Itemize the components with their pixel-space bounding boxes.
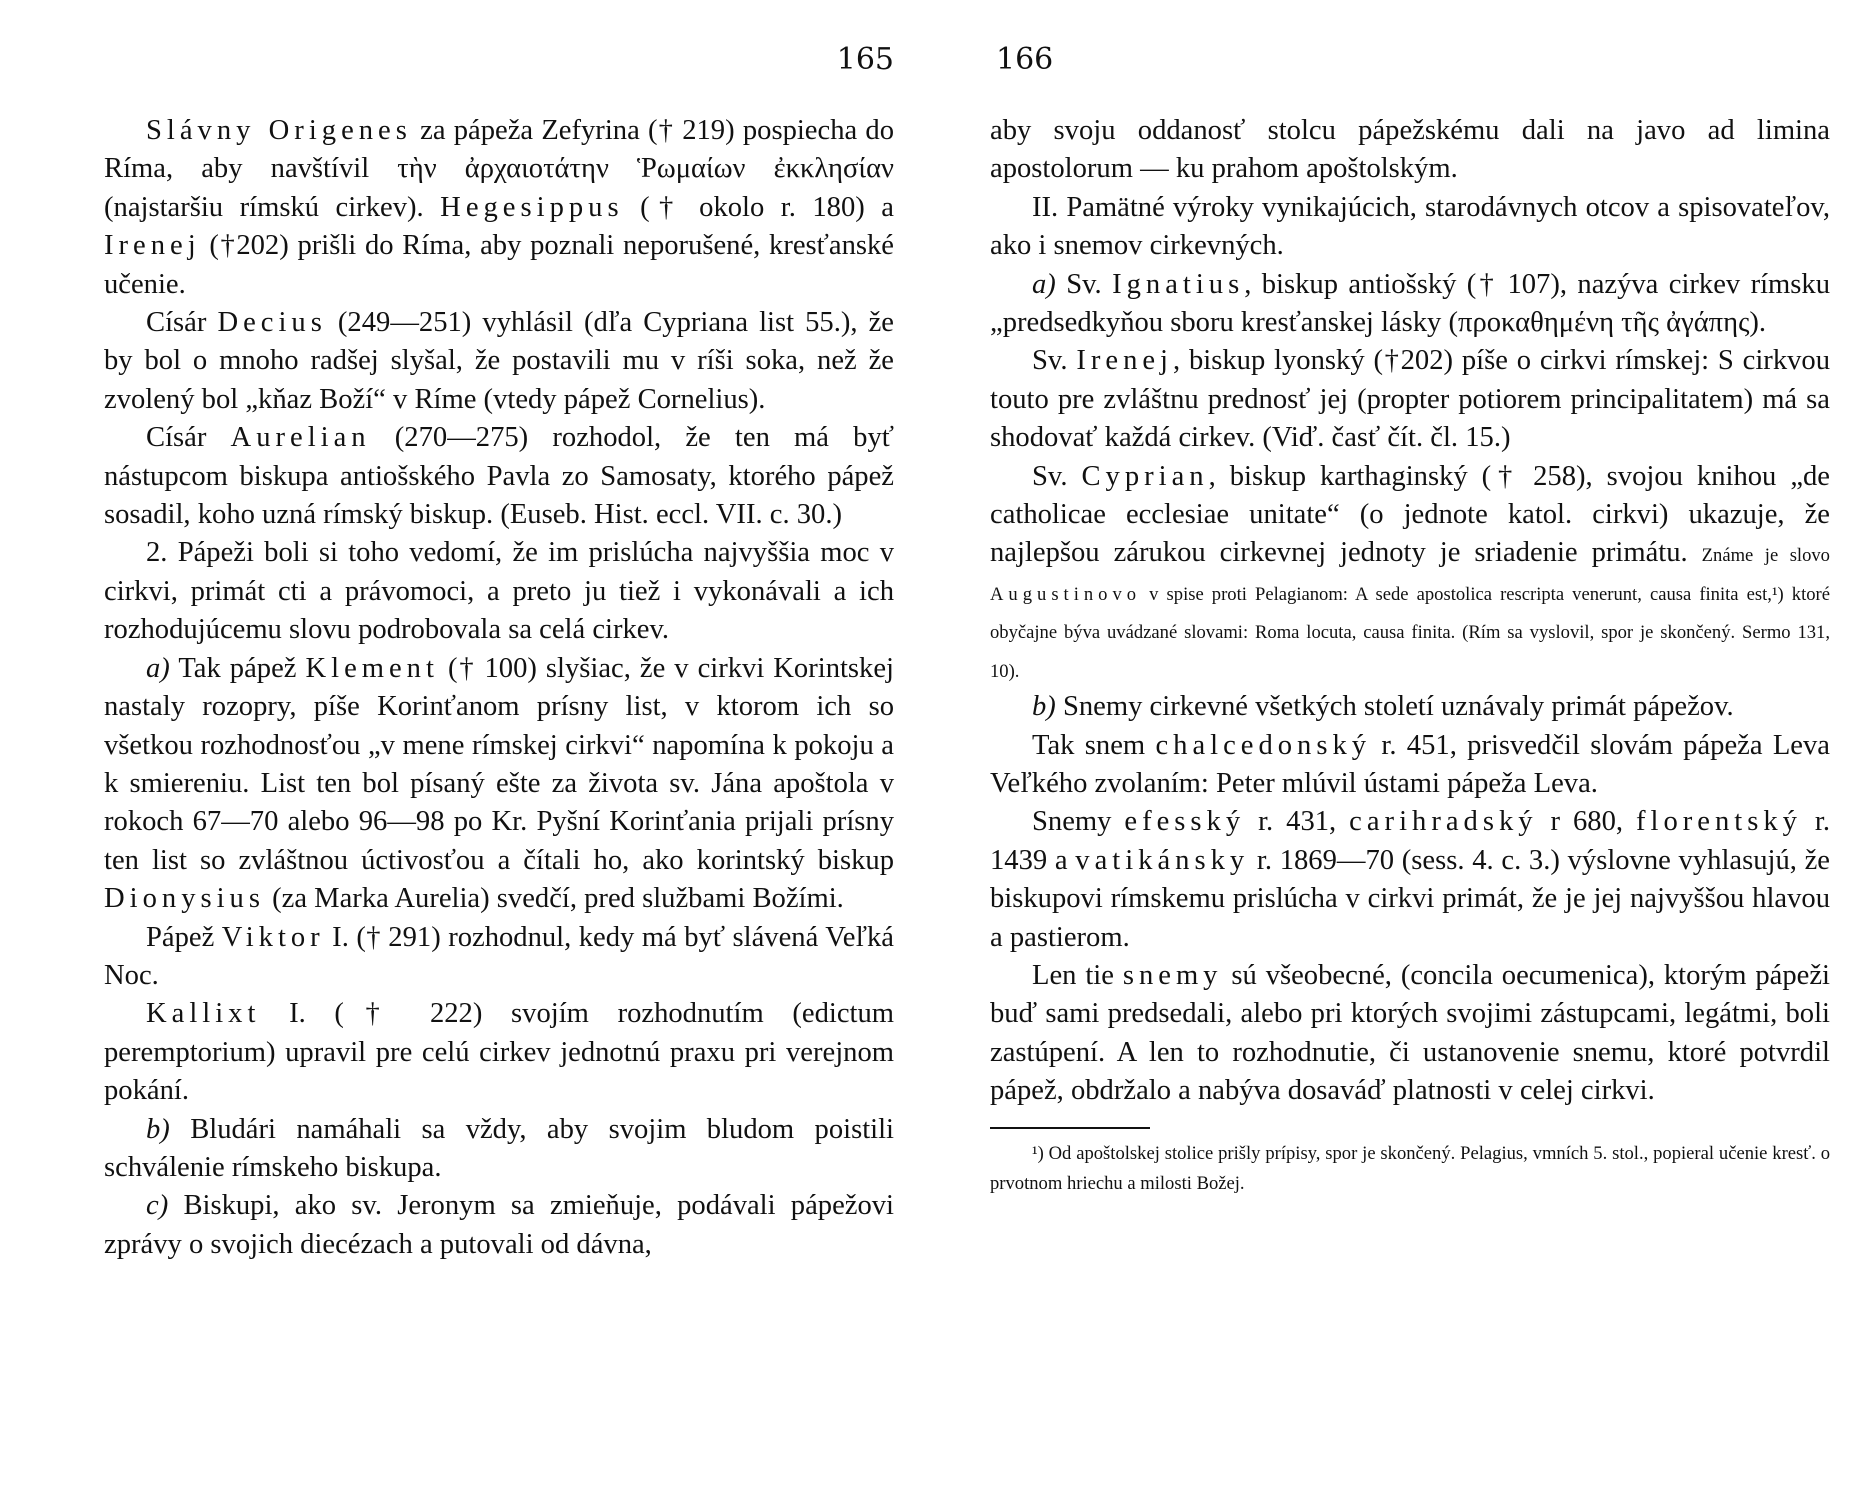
paragraph <box>104 419 894 534</box>
paragraph <box>990 266 1830 343</box>
right-page-text <box>990 112 1830 1199</box>
text-run: Sv. <box>1055 268 1113 300</box>
paragraph <box>990 803 1830 957</box>
text-run: sú všeobecné, (concila oecumenica), ktorým pápeži buď sami predsedali, alebo pri ktorých svojimi zástupcami, legátmi, boli zastúpení. A len to rozhodnutie, či ustanovenie snemu, ktoré potvrdil pápež, obdržalo a nabýva dosaváď platnosti v celej cirkvi. <box>990 959 1830 1107</box>
spaced-name: Dionysius <box>104 883 265 915</box>
footnote-divider <box>990 1127 1150 1129</box>
paragraph <box>104 1111 894 1188</box>
spaced-name: chalcedonský <box>1155 729 1372 761</box>
spaced-name: Viktor <box>221 921 325 953</box>
item-marker: b) <box>1032 691 1056 723</box>
item-marker: a) <box>1032 268 1056 300</box>
text-run: († okolo r. 180) a <box>623 191 894 223</box>
text-run: (249—251) vyhlásil (dľa Cypriana list 55.), že by bol o mnoho radšej slyšal, že postavili mu v ríši soka, než že zvolený bol „kňaz Boží“ v Ríme (vtedy pápež Cornelius). <box>104 307 894 415</box>
spaced-name: snemy <box>1122 959 1223 991</box>
text-run: I. († 222) svojím rozhodnutím (edictum peremptorium) upravil pre celú cirkev jednotnú praxu pri verejnom pokání. <box>104 998 894 1107</box>
paragraph <box>990 458 1830 688</box>
item-marker: a) <box>146 652 170 684</box>
text-run: Tak pápež <box>169 652 306 684</box>
text-run: Císár <box>146 422 231 454</box>
paragraph <box>104 1187 894 1264</box>
text-run: r. 1439 a <box>990 806 1831 876</box>
text-run: († 100) slyšiac, že v cirkvi Korintskej nastaly rozopry, píše Korinťanom prísny list, v ktorom ich so všetkou rozhodnosťou „v mene rímskej cirkvi“ napomína k pokoju a k smiereniu. List ten bol písaný ešte za života sv. Jána apoštola v rokoch 67—70 alebo 96—98 po Kr. Pyšní Korinťania prijali prísny ten list so zvláštnou úctivosťou a čítali ho, ako korintský biskup <box>104 652 894 876</box>
spaced-name: Klement <box>305 652 439 684</box>
text-run: r. 1869—70 (sess. 4. c. 3.) výslovne vyhlasujú, že biskupovi rímskemu prislúcha v cirkvi primát, že je jej najvyššou hlavou a pastierom. <box>990 844 1830 953</box>
paragraph <box>104 995 894 1110</box>
spaced-name: florentský <box>1636 806 1802 838</box>
spaced-name: Cyprian <box>1081 460 1209 492</box>
paragraph <box>990 189 1830 266</box>
footnote-text: ¹) Od apoštolskej stolice prišly prípisy, spor je skončený. Pelagius, vmních 5. stol., popieral učenie kresť. o prvotnom hriechu a milosti Božej. <box>990 1142 1830 1194</box>
text-run: r. 431, <box>1245 806 1350 838</box>
text-run: r. 451, prisvedčil slovám pápeža Leva Veľkého zvolaním: Peter mlúvil ústami pápeža Leva. <box>990 729 1830 799</box>
text-run: Snemy cirkevné všetkých století uznávaly primát pápežov. <box>1055 691 1734 723</box>
text-run: Snemy <box>1032 806 1125 838</box>
spaced-name: Kallixt <box>146 998 261 1030</box>
text-run: Tak snem <box>1032 729 1156 761</box>
paragraph <box>990 112 1830 189</box>
text-run: , biskup karthaginský († 258), svojou knihou „de catholicae ecclesiae unitate“ (o jednote katol. cirkvi) ukazuje, že najlepšou zárukou cirkevnej jednoty je sriadenie primátu. <box>990 460 1831 569</box>
text-run: Biskupi, ako sv. Jeronym sa zmieňuje, podávali pápežovi zprávy o svojich diecézach a putovali od dávna, <box>104 1190 894 1260</box>
text-run: za pápeža Zefyrina († 219) pospiecha do Ríma, aby navštívil <box>104 115 895 185</box>
paragraph <box>104 112 894 304</box>
text-run: , biskup antiošský († 107), nazýva cirkev rímsku „predsedkyňou sboru kresťanskej lásky (προκαθημένη τῆς ἀγάπης). <box>990 268 1830 339</box>
text-run: aby svoju oddanosť stolcu pápežskému dali na javo ad limina apostolorum — ku prahom apoštolským. <box>990 115 1830 185</box>
spaced-name: efesský <box>1124 806 1246 838</box>
text-run: r 680, <box>1537 806 1636 838</box>
text-run: τὴν ἀρχαιοτάτην Ῥωμαίων ἐκκλησίαν <box>397 153 894 185</box>
text-run: (270—275) rozhodol, že ten má byť nástupcom biskupa antiošského Pavla zo Samosaty, ktorého pápež sosadil, koho uzná rímský biskup. (Euseb. Hist. eccl. VII. c. 30.) <box>104 422 894 531</box>
text-run: 2. Pápeži boli si toho vedomí, že im prislúcha najvyššia moc v cirkvi, primát cti a právomoci, a preto ju tiež i vykonávali a ich rozhodujúcemu slovu podrobovala sa celá cirkev. <box>104 537 894 646</box>
text-run: Bludári namáhali sa vždy, aby svojim bludom poistili schválenie rímskeho biskupa. <box>104 1113 894 1183</box>
spaced-name: Irenej <box>104 230 201 262</box>
paragraph <box>990 688 1830 726</box>
page-number-right: 166 <box>996 42 1054 77</box>
text-run: Známe je slovo <box>1701 545 1830 567</box>
spaced-name: Slávny Origenes <box>146 115 412 146</box>
item-marker: c) <box>146 1190 169 1222</box>
text-run: Sv. <box>1032 345 1077 377</box>
spaced-name: Decius <box>217 307 327 339</box>
text-run: II. Pamätné výroky vynikajúcich, starodávnych otcov a spisovateľov, ako i snemov cirkevných. <box>990 191 1830 262</box>
spaced-name: carihradský <box>1349 806 1538 838</box>
text-run: v spise proti Pelagianom: A sede apostolica rescripta venerunt, causa finita est,¹) ktoré obyčajne býva uvádzané slovami: Roma locuta, causa finita. (Rím sa vyslovil, spor je skončený. Sermo 131, 10). <box>990 583 1830 682</box>
text-run: (za Marka Aurelia) svedčí, pred službami Božími. <box>264 883 844 915</box>
footnote <box>990 1139 1830 1199</box>
spaced-name: Ignatius <box>1112 268 1245 300</box>
text-run: Císár <box>146 307 218 339</box>
spaced-name: Augustinovo <box>990 583 1142 605</box>
item-marker: b) <box>146 1113 170 1145</box>
spaced-name: Irenej <box>1076 345 1173 377</box>
paragraph <box>104 650 894 919</box>
paragraph <box>990 727 1830 804</box>
text-run: , biskup lyonský (†202) píše o cirkvi rímskej: S cirkvou touto pre zvláštnu prednosť jej (propter potiorem principalitatem) má sa shodovať každá cirkev. (Viď. časť čít. čl. 15.) <box>990 345 1831 454</box>
page-number-left: 165 <box>836 42 894 77</box>
text-run: Len tie <box>1032 959 1123 991</box>
paragraph <box>104 534 894 649</box>
text-run: Sv. <box>1032 460 1082 492</box>
left-page-text <box>104 112 894 1264</box>
paragraph <box>990 342 1830 457</box>
spaced-name: Hegesippus <box>440 191 624 223</box>
spaced-name: Aurelian <box>230 422 371 454</box>
text-run: (najstaršiu rímskú cirkev). <box>104 191 441 223</box>
text-run: I. († 291) rozhodnul, kedy má byť slávená Veľká Noc. <box>104 921 895 991</box>
text-run: Pápež <box>146 921 222 953</box>
paragraph <box>104 304 894 419</box>
spaced-name: vatikánsky <box>1075 844 1250 876</box>
paragraph <box>990 957 1830 1111</box>
paragraph <box>104 919 894 996</box>
text-run: (†202) prišli do Ríma, aby poznali neporušené, kresťanské učenie. <box>104 230 894 300</box>
